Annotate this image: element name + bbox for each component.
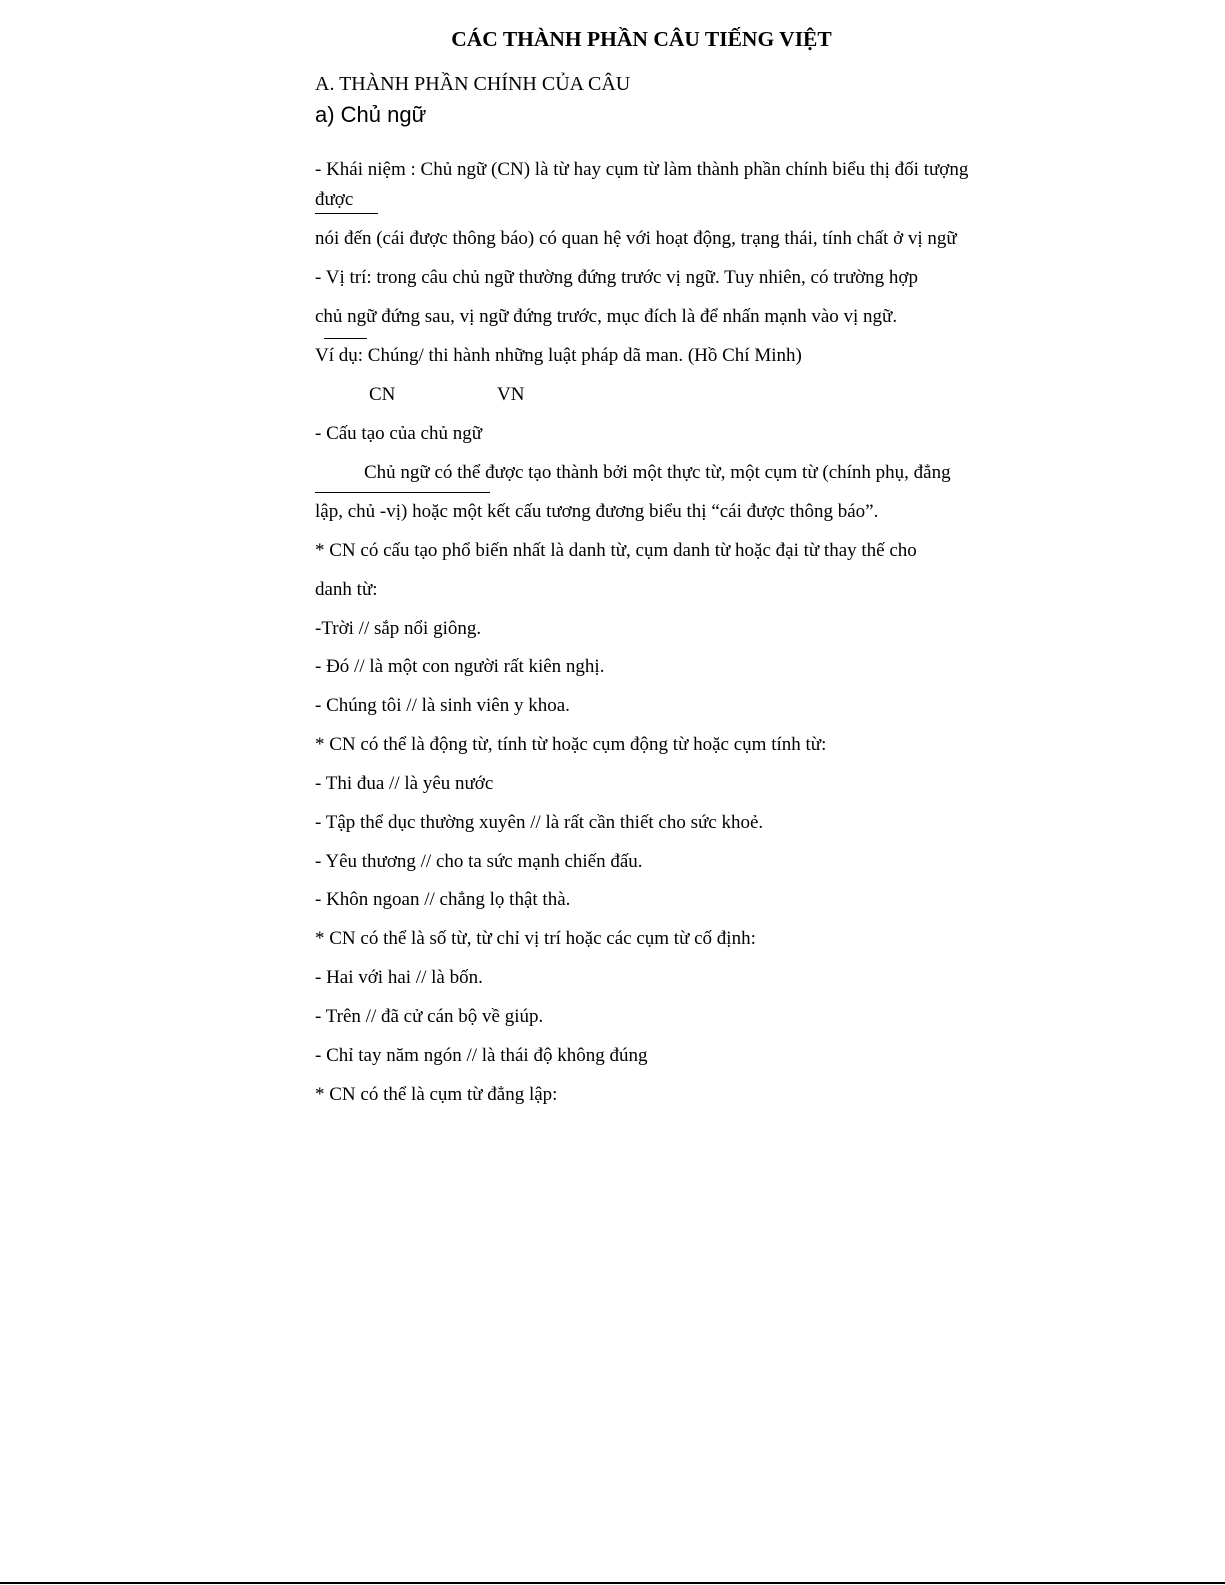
paragraph-line: nói đến (cái được thông báo) có quan hệ với hoạt động, trạng thái, tính chất ở vị ngữ xyxy=(315,228,957,249)
paragraph-line: * CN có thể là số từ, từ chỉ vị trí hoặc các cụm từ cố định: xyxy=(315,928,756,949)
underline-rule xyxy=(315,492,490,493)
subsection-heading: a) Chủ ngữ xyxy=(315,102,427,127)
paragraph-line: được xyxy=(315,189,354,210)
page-bottom-border xyxy=(0,1582,1225,1584)
example-line: - Chúng tôi // là sinh viên y khoa. xyxy=(315,695,570,716)
example-line: - Thi đua // là yêu nước xyxy=(315,773,494,794)
paragraph-line: * CN có thể là cụm từ đẳng lập: xyxy=(315,1084,558,1105)
paragraph-line: Chủ ngữ có thể được tạo thành bởi một thực từ, một cụm từ (chính phụ, đẳng xyxy=(364,462,951,483)
paragraph-line: chủ ngữ đứng sau, vị ngữ đứng trước, mục đích là để nhấn mạnh vào vị ngữ. xyxy=(315,306,898,327)
example-line: - Trên // đã cử cán bộ về giúp. xyxy=(315,1006,544,1027)
document-title: CÁC THÀNH PHẦN CÂU TIẾNG VIỆT xyxy=(451,27,832,51)
underline-rule xyxy=(315,213,378,214)
example-line: -Trời // sắp nổi giông. xyxy=(315,618,482,639)
paragraph-line: danh từ: xyxy=(315,579,378,600)
example-line: - Khôn ngoan // chẳng lọ thật thà. xyxy=(315,889,571,910)
paragraph-line: * CN có cấu tạo phổ biến nhất là danh từ, cụm danh từ hoặc đại từ thay thế cho xyxy=(315,540,917,561)
underline-rule xyxy=(324,338,367,339)
section-heading: A. THÀNH PHẦN CHÍNH CỦA CÂU xyxy=(315,73,631,95)
example-line: - Chỉ tay năm ngón // là thái độ không đúng xyxy=(315,1045,648,1066)
example-line: - Tập thể dục thường xuyên // là rất cần thiết cho sức khoẻ. xyxy=(315,812,764,833)
paragraph-line: * CN có thể là động từ, tính từ hoặc cụm động từ hoặc cụm tính từ: xyxy=(315,734,827,755)
predicate-label: VN xyxy=(497,384,525,405)
paragraph-line: - Vị trí: trong câu chủ ngữ thường đứng trước vị ngữ. Tuy nhiên, có trường hợp xyxy=(315,267,918,288)
example-line: - Đó // là một con người rất kiên nghị. xyxy=(315,656,605,677)
subject-label: CN xyxy=(369,384,396,405)
example-line: - Hai với hai // là bốn. xyxy=(315,967,483,988)
example-line: - Yêu thương // cho ta sức mạnh chiến đấu. xyxy=(315,851,643,872)
example-line: Ví dụ: Chúng/ thi hành những luật pháp dã man. (Hồ Chí Minh) xyxy=(315,345,802,366)
paragraph-line: lập, chủ -vị) hoặc một kết cấu tương đương biểu thị “cái được thông báo”. xyxy=(315,501,879,522)
paragraph-line: - Khái niệm : Chủ ngữ (CN) là từ hay cụm từ làm thành phần chính biểu thị đối tượng xyxy=(315,159,969,180)
paragraph-line: - Cấu tạo của chủ ngữ xyxy=(315,423,482,444)
